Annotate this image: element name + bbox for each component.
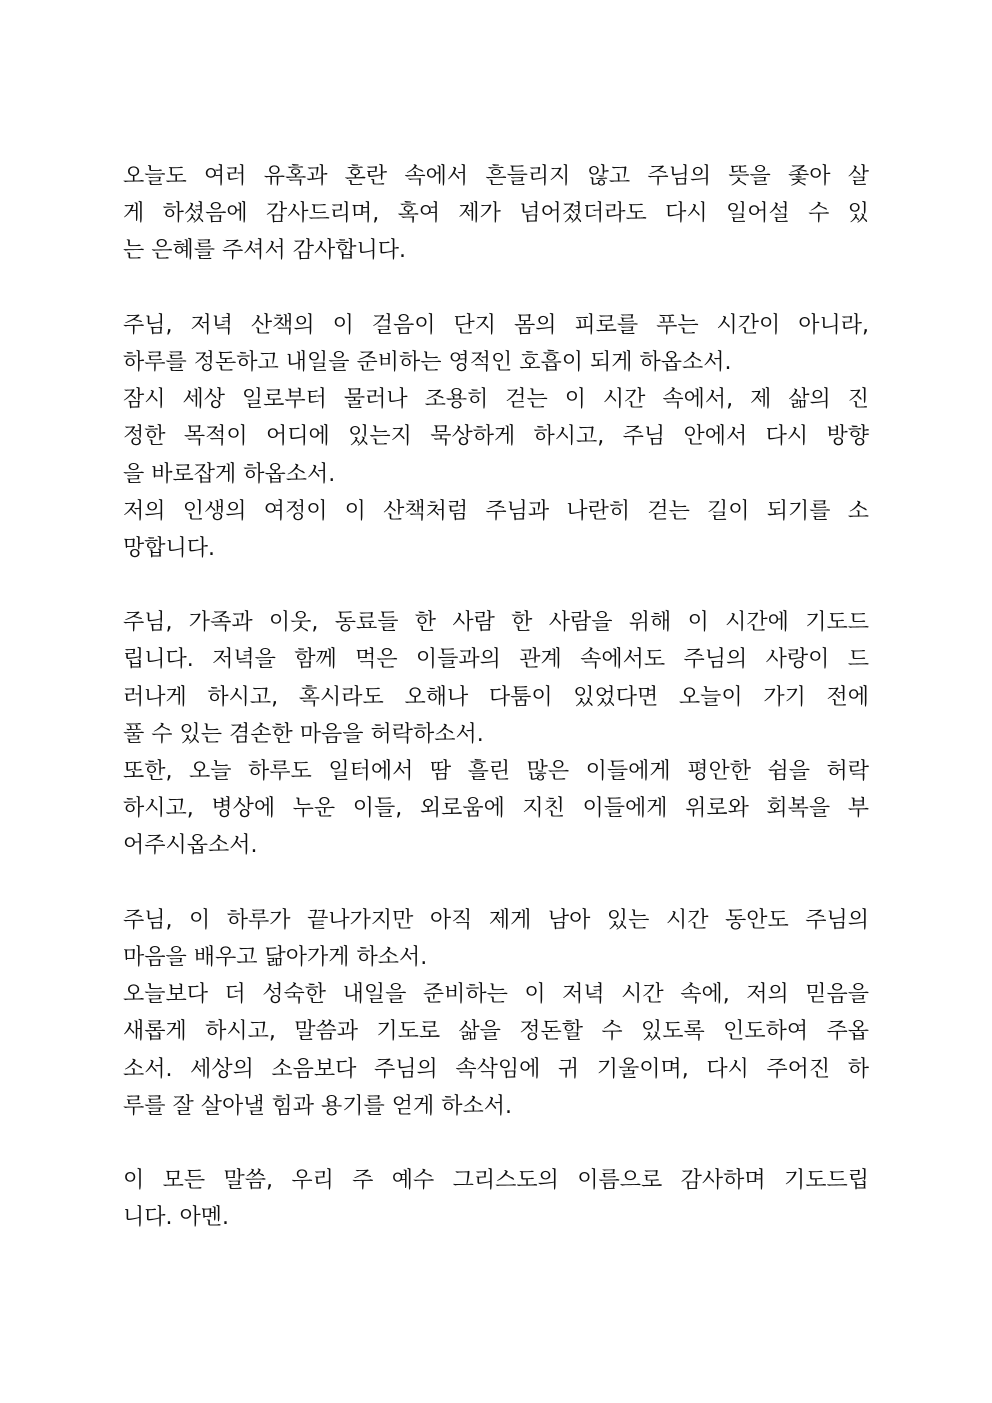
text-line: 소서. 세상의 소음보다 주님의 속삭임에 귀 기울이며, 다시 주어진 하 xyxy=(123,1056,869,1082)
text-line: 주님, 가족과 이웃, 동료들 한 사람 한 사람을 위해 이 시간에 기도드 xyxy=(123,610,869,636)
paragraph xyxy=(123,604,869,864)
text-line: 잠시 세상 일로부터 물러나 조용히 걷는 이 시간 속에서, 제 삶의 진 xyxy=(123,387,869,413)
text-line: 루를 잘 살아낼 힘과 용기를 얻게 하소서. xyxy=(123,1093,512,1119)
text-line: 주님, 이 하루가 끝나가지만 아직 제게 남아 있는 시간 동안도 주님의 xyxy=(123,907,869,933)
paragraph-spacer xyxy=(123,1125,869,1162)
text-line: 새롭게 하시고, 말씀과 기도로 삶을 정돈할 수 있도록 인도하여 주옵 xyxy=(123,1019,869,1045)
text-line: 니다. 아멘. xyxy=(123,1205,229,1231)
text-line: 하시고, 병상에 누운 이들, 외로움에 지친 이들에게 위로와 회복을 부 xyxy=(123,796,869,822)
text-line: 립니다. 저녁을 함께 먹은 이들과의 관계 속에서도 주님의 사랑이 드 xyxy=(123,647,869,673)
text-line: 마음을 배우고 닮아가게 하소서. xyxy=(123,944,428,970)
text-line: 망합니다. xyxy=(123,535,216,561)
paragraph xyxy=(123,902,869,1125)
text-line: 하루를 정돈하고 내일을 준비하는 영적인 호흡이 되게 하옵소서. xyxy=(123,349,732,375)
paragraph xyxy=(123,307,869,567)
paragraph-spacer xyxy=(123,865,869,902)
text-line: 오늘도 여러 유혹과 혼란 속에서 흔들리지 않고 주님의 뜻을 좇아 살 xyxy=(123,164,869,189)
text-line: 이 모든 말씀, 우리 주 예수 그리스도의 이름으로 감사하며 기도드립 xyxy=(123,1168,869,1194)
text-line: 정한 목적이 어디에 있는지 묵상하게 하시고, 주님 안에서 다시 방향 xyxy=(123,424,869,450)
text-line: 풀 수 있는 겸손한 마음을 허락하소서. xyxy=(123,721,484,747)
paragraph xyxy=(123,1162,869,1236)
text-line: 을 바로잡게 하옵소서. xyxy=(123,461,336,487)
text-line: 오늘보다 더 성숙한 내일을 준비하는 이 저녁 시간 속에, 저의 믿음을 xyxy=(123,982,869,1008)
paragraph-spacer xyxy=(123,567,869,604)
document-body xyxy=(123,158,869,1236)
text-line: 저의 인생의 여정이 이 산책처럼 주님과 나란히 걷는 길이 되기를 소 xyxy=(123,498,869,524)
text-line: 게 하셨음에 감사드리며, 혹여 제가 넘어졌더라도 다시 일어설 수 있 xyxy=(123,201,869,227)
text-line: 또한, 오늘 하루도 일터에서 땀 흘린 많은 이들에게 평안한 쉼을 허락 xyxy=(123,759,869,784)
paragraph xyxy=(123,158,869,270)
text-line: 는 은혜를 주셔서 감사합니다. xyxy=(123,238,406,264)
paragraph-spacer xyxy=(123,270,869,307)
text-line: 어주시옵소서. xyxy=(123,833,258,859)
text-line: 러나게 하시고, 혹시라도 오해나 다툼이 있었다면 오늘이 가기 전에 xyxy=(123,684,869,710)
text-line: 주님, 저녁 산책의 이 걸음이 단지 몸의 피로를 푸는 시간이 아니라, xyxy=(123,312,869,338)
